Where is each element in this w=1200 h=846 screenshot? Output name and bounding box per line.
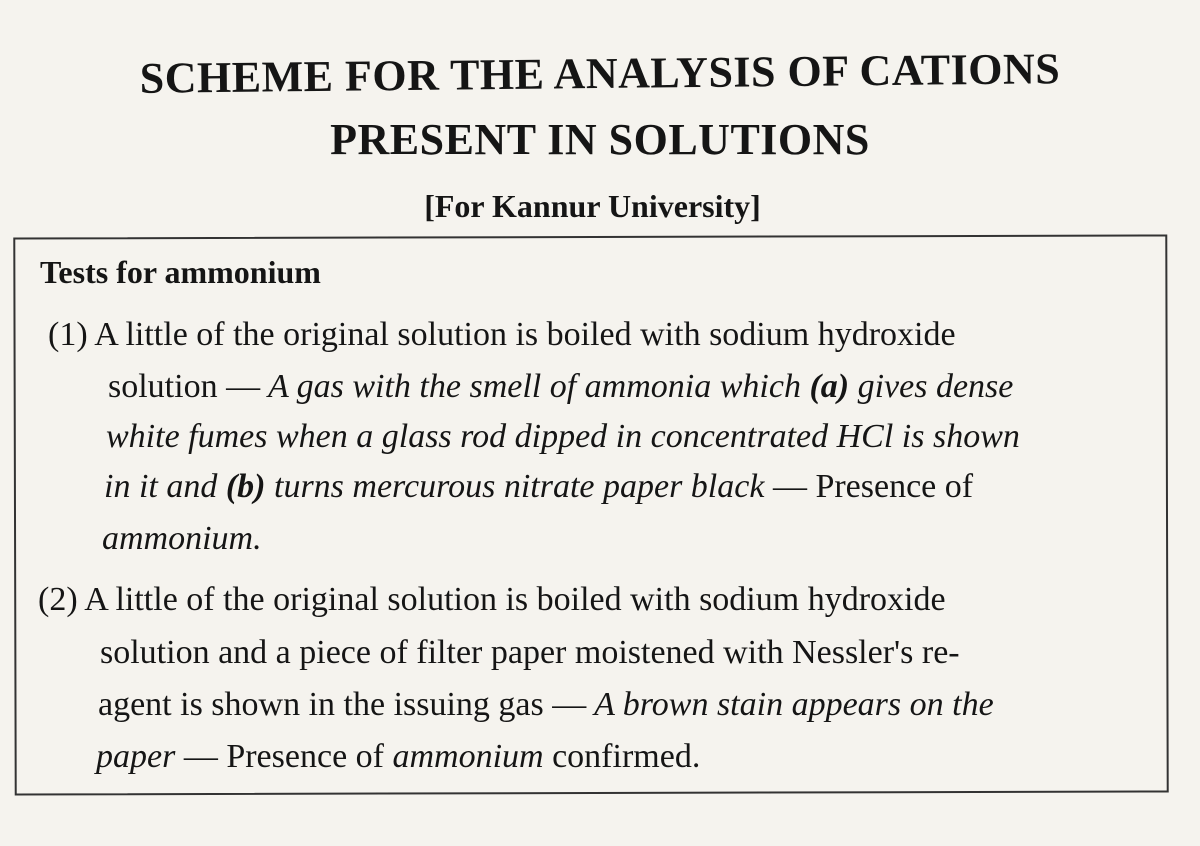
test-2-line-2 bbox=[100, 636, 960, 670]
test-1-text-2b: A gas with the smell of ammonia which bbox=[260, 368, 810, 405]
test-2-text-4b: — Presence of bbox=[175, 738, 393, 775]
subtitle: [For Kannur University] bbox=[424, 188, 761, 224]
test-2-text-3b: A brown stain appears on the bbox=[586, 686, 994, 723]
test-1-text-2a: solution — bbox=[108, 368, 261, 405]
test-1-line-2 bbox=[108, 370, 1013, 404]
test-2-line-1 bbox=[38, 583, 946, 617]
test-2-line-4 bbox=[96, 740, 700, 774]
test-1-label-a: (a) bbox=[809, 368, 850, 405]
test-1-line-3 bbox=[106, 420, 1020, 454]
test-1-line-5 bbox=[102, 522, 262, 556]
test-2-text-4a: paper bbox=[96, 738, 176, 775]
test-2-text-3a: agent is shown in the issuing gas — bbox=[98, 686, 587, 723]
test-1-text-2c: gives dense bbox=[849, 368, 1014, 405]
test-1-line-1 bbox=[48, 318, 956, 352]
test-2-text-1: A little of the original solution is boiled with sodium hydroxide bbox=[84, 581, 946, 618]
test-2-text-2: solution and a piece of filter paper moistened with Nessler's re- bbox=[100, 634, 960, 671]
test-1-text-4c: — Presence of bbox=[764, 468, 974, 505]
test-1-text-5: ammonium. bbox=[102, 520, 262, 557]
page-title-line-1: SCHEME FOR THE ANALYSIS OF CATIONS bbox=[139, 44, 1061, 103]
test-1-text-3: white fumes when a glass rod dipped in concentrated HCl is shown bbox=[106, 418, 1020, 455]
test-1-text-4a: in it and bbox=[104, 468, 226, 505]
test-2-text-4c: ammonium bbox=[392, 738, 544, 775]
test-1-number: (1) bbox=[48, 316, 88, 353]
section-heading: Tests for ammonium bbox=[40, 254, 321, 290]
test-2-number: (2) bbox=[38, 581, 78, 618]
test-1-text-1: A little of the original solution is boiled with sodium hydroxide bbox=[94, 316, 956, 353]
test-1-line-4 bbox=[104, 470, 973, 504]
test-1-label-b: (b) bbox=[225, 468, 266, 505]
test-2-line-3 bbox=[98, 688, 994, 722]
test-2-text-4d: confirmed. bbox=[543, 738, 701, 775]
test-1-text-4b: turns mercurous nitrate paper black bbox=[265, 468, 765, 505]
page-title-line-2: PRESENT IN SOLUTIONS bbox=[330, 115, 870, 164]
